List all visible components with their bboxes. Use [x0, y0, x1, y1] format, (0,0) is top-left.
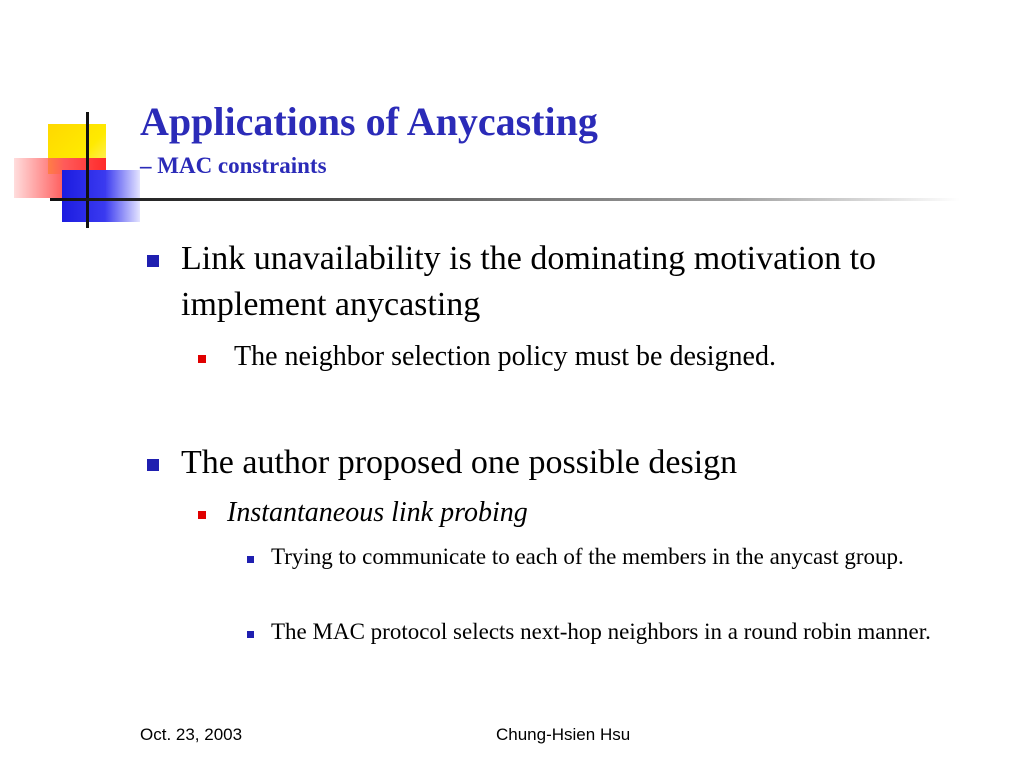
- bullet-text: Link unavailability is the dominating motivation to implement anycasting: [181, 240, 877, 323]
- sub-sub-bullet-square-icon: [247, 631, 254, 638]
- sub-sub-bullet-item: [271, 540, 989, 574]
- slide-title: Applications of Anycasting: [140, 99, 598, 144]
- bullet-square-icon: [147, 459, 159, 471]
- footer-date: Oct. 23, 2003: [140, 725, 243, 744]
- sub-sub-bullet-text: The MAC protocol selects next-hop neighbors in a round robin manner.: [271, 619, 931, 644]
- slide-logo-decoration: [0, 0, 150, 240]
- logo-vertical-line: [86, 112, 89, 228]
- sub-bullet-text: The neighbor selection policy must be designed.: [234, 341, 776, 372]
- sub-bullet-item: [234, 339, 974, 375]
- sub-bullet-square-icon: [198, 511, 206, 519]
- bullet-text: The author proposed one possible design: [181, 444, 738, 481]
- sub-sub-bullet-text: Trying to communicate to each of the members in the anycast group.: [271, 544, 904, 569]
- sub-bullet-square-icon: [198, 355, 206, 363]
- sub-sub-bullet-item: [271, 615, 996, 649]
- bullet-square-icon: [147, 255, 159, 267]
- logo-blue-square: [62, 170, 140, 222]
- sub-bullet-text: Instantaneous link probing: [227, 497, 528, 528]
- slide-subtitle: – MAC constraints: [140, 153, 327, 178]
- sub-sub-bullet-square-icon: [247, 556, 254, 563]
- bullet-item: [181, 236, 971, 328]
- title-divider-line: [50, 198, 960, 201]
- bullet-item: [181, 440, 971, 486]
- sub-bullet-item: [227, 495, 967, 531]
- footer-author: Chung-Hsien Hsu: [496, 725, 631, 744]
